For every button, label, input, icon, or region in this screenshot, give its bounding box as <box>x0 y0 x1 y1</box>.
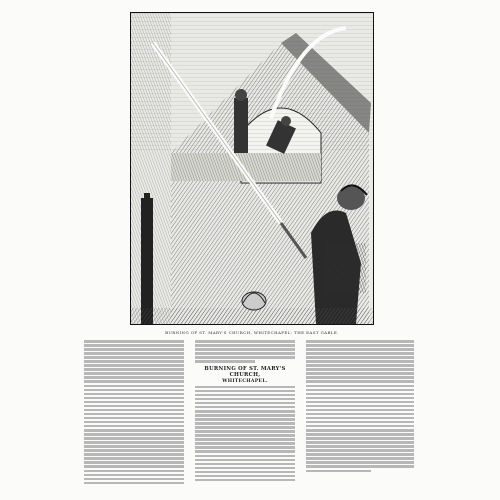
article-columns <box>84 340 414 490</box>
text-column-3 <box>306 340 414 490</box>
text-column-1 <box>84 340 184 490</box>
article-heading: BURNING OF ST. MARY'S CHURCH, <box>204 365 286 378</box>
fire-scene-engraving <box>131 13 373 324</box>
text-column-2 <box>195 340 295 490</box>
article-subheading: WHITECHAPEL. <box>222 378 268 384</box>
illustration-caption: BURNING OF ST. MARY'S CHURCH, WHITECHAPEL: THE EAST GABLE. <box>165 330 339 335</box>
engraving-illustration <box>130 12 374 325</box>
